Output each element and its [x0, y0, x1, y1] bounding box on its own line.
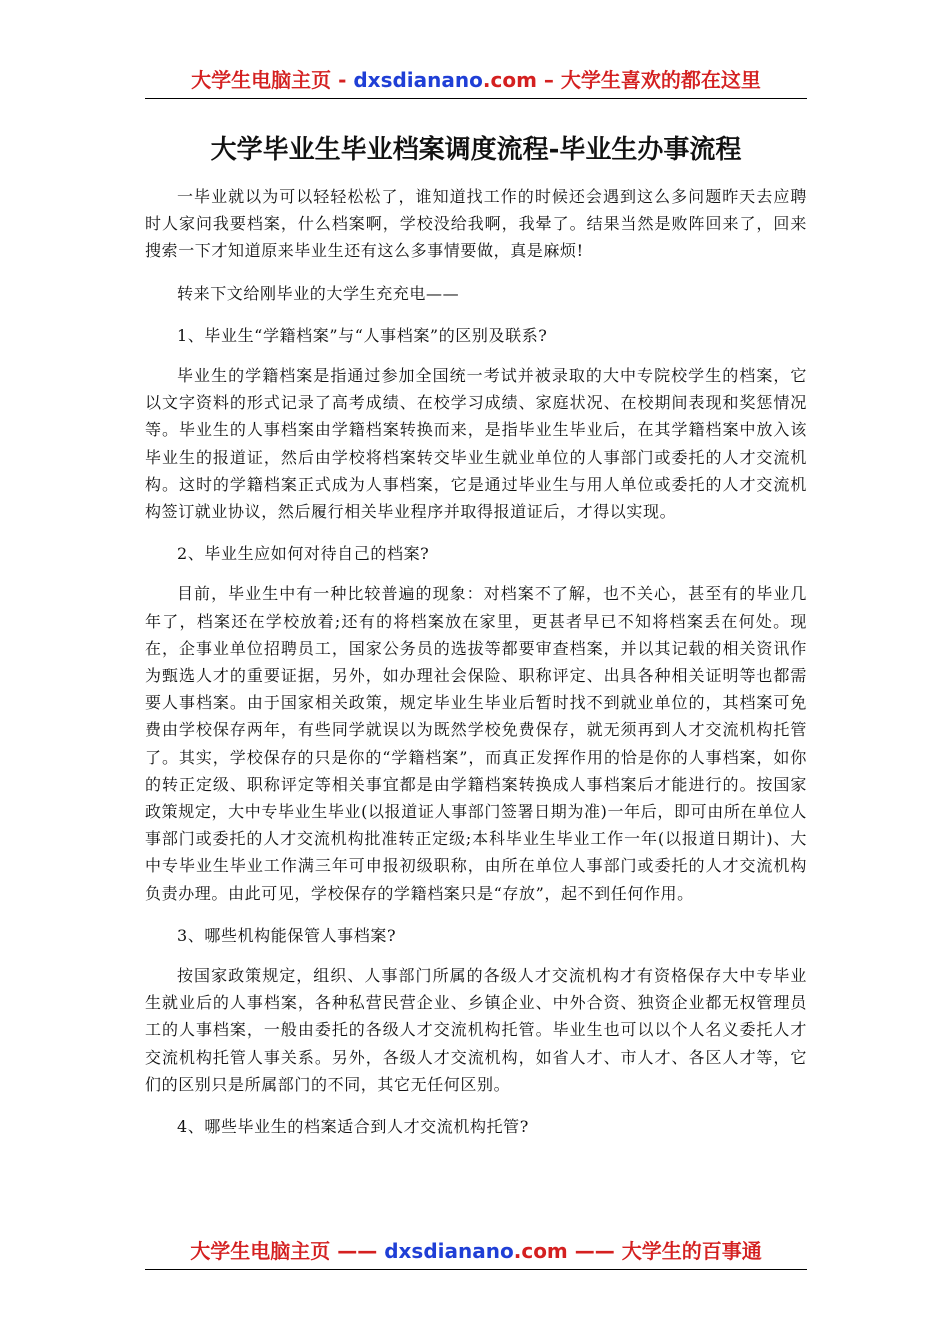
question-heading-4: 4、哪些毕业生的档案适合到人才交流机构托管?: [177, 1117, 529, 1137]
answer-paragraph-2: 目前，毕业生中有一种比较普遍的现象：对档案不了解，也不关心，甚至有的毕业几年了，档案还在学校放着;还有的将档案放在家里，更甚者早已不知将档案丢在何处。现在，企事业单位招聘员工，国家公务员的选拔等都要审查档案，并以其记载的相关资讯作为甄选人才的重要证据，另外，如办理社会保险、职称评定、出具各种相关证明等也都需要人事档案。由于国家相关政策，规定毕业生毕业后暂时找不到就业单位的，其档案可免费由学校保存两年，有些同学就误以为既然学校免费保存，就无须再到人才交流机构托管了。其实，学校保存的只是你的“学籍档案”，而真正发挥作用的恰是你的人事档案，如你的转正定级、职称评定等相关事宜都是由学籍档案转换成人事档案后才能进行的。按国家政策规定，大中专毕业生毕业(以报道证人事部门签署日期为准)一年后，即可由所在单位人事部门或委托的人才交流机构批准转正定级;本科毕业生毕业工作一年(以报道日期计)、大中专毕业生毕业工作满三年可申报初级职称，由所在单位人事部门或委托的人才交流机构负责办理。由此可见，学校保存的学籍档案只是“存放”，起不到任何作用。: [145, 584, 807, 903]
header-slogan: – 大学生喜欢的都在这里: [536, 68, 761, 92]
footer-slogan: —— 大学生的百事通: [567, 1239, 762, 1263]
header-site-name: 大学生电脑主页 -: [191, 68, 354, 92]
question-heading-3: 3、哪些机构能保管人事档案?: [177, 925, 397, 945]
footer-site-name: 大学生电脑主页 ——: [190, 1239, 385, 1263]
answer-paragraph-3: 按国家政策规定，组织、人事部门所属的各级人才交流机构才有资格保存大中专毕业生就业后的人事档案，各种私营民营企业、乡镇企业、中外合资、独资企业都无权管理员工的人事档案，一般由委托的各级人才交流机构托管。毕业生也可以以个人名义委托人才交流机构托管人事关系。另外，各级人才交流机构，如省人才、市人才、各区人才等，它们的区别只是所属部门的不同，其它无任何区别。: [145, 966, 807, 1094]
answer-paragraph-1: 毕业生的学籍档案是指通过参加全国统一考试并被录取的大中专院校学生的档案，它以文字资料的形式记录了高考成绩、在校学习成绩、家庭状况、在校期间表现和奖惩情况等。毕业生的人事档案由学籍档案转换而来，是指毕业生毕业后，在其学籍档案中放入该毕业生的报道证，然后由学校将档案转交毕业生就业单位的人事部门或委托的人才交流机构。这时的学籍档案正式成为人事档案，它是通过毕业生与用人单位或委托的人才交流机构签订就业协议，然后履行相关毕业程序并取得报道证后，才得以实现。: [145, 366, 807, 522]
page-footer: [145, 1237, 807, 1270]
header-domain-tld: .com: [482, 68, 537, 92]
question-heading-2: 2、毕业生应如何对待自己的档案?: [177, 544, 430, 564]
document-body: [145, 183, 807, 1155]
footer-domain-tld: .com: [513, 1239, 568, 1263]
footer-domain: dxsdianano: [384, 1239, 514, 1263]
document-title: 大学毕业生毕业档案调度流程-毕业生办事流程: [210, 135, 742, 165]
page-header: [145, 66, 807, 99]
question-heading-1: 1、毕业生“学籍档案”与“人事档案”的区别及联系?: [177, 325, 548, 345]
paragraph-intro: 一毕业就以为可以轻轻松松了，谁知道找工作的时候还会遇到这么多问题昨天去应聘时人家问我要档案，什么档案啊，学校没给我啊，我晕了。结果当然是败阵回来了，回来搜索一下才知道原来毕业生还有这么多事情要做，真是麻烦!: [145, 187, 807, 261]
paragraph-forward: 转来下文给刚毕业的大学生充充电——: [177, 283, 460, 303]
header-domain: dxsdianano: [353, 68, 483, 92]
